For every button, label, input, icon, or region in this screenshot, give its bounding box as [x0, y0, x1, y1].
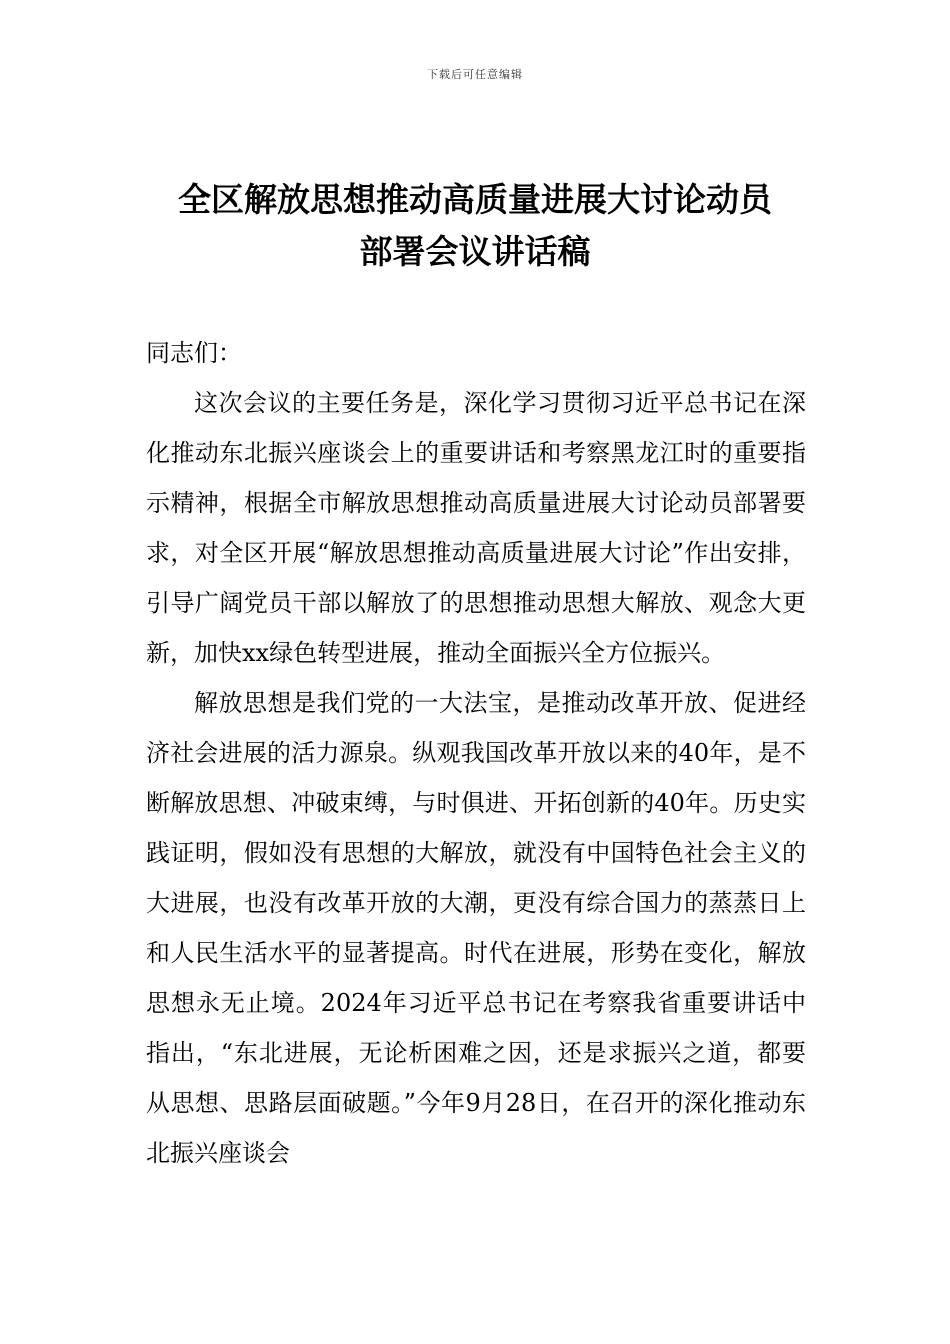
- title-line-1: 全区解放思想推动高质量进展大讨论动员: [178, 180, 772, 219]
- salutation: 同志们：: [146, 339, 242, 367]
- paragraph: 这次会议的主要任务是，深化学习贯彻习近平总书记在深化推动东北振兴座谈会上的重要讲话和考察黑龙江时的重要指示精神，根据全市解放思想推动高质量进展大讨论动员部署要求，对全区开展“解放思想推动高质量进展大讨论”作出安排，引导广阔党员干部以解放了的思想推动思想大解放、观念大更新，加快xx绿色转型进展，推动全面振兴全方位振兴。: [146, 389, 806, 667]
- document-body: [146, 328, 806, 1178]
- title-line-2: 部署会议讲话稿: [359, 232, 591, 271]
- document-title: [120, 174, 830, 278]
- paragraph: 解放思想是我们党的一大法宝，是推动改革开放、促进经济社会进展的活力源泉。纵观我国改革开放以来的40年，是不断解放思想、冲破束缚，与时俱进、开拓创新的40年。历史实践证明，假如没有思想的大解放，就没有中国特色社会主义的大进展，也没有改革开放的大潮，更没有综合国力的蒸蒸日上和人民生活水平的显著提高。时代在进展，形势在变化，解放思想永无止境。2024年习近平总书记在考察我省重要讲话中指出，“东北进展，无论析困难之因，还是求振兴之道，都要从思想、思路层面破题。”今年9月28日，在召开的深化推动东北振兴座谈会: [146, 689, 806, 1167]
- page-header-note: 下载后可任意编辑: [427, 68, 523, 81]
